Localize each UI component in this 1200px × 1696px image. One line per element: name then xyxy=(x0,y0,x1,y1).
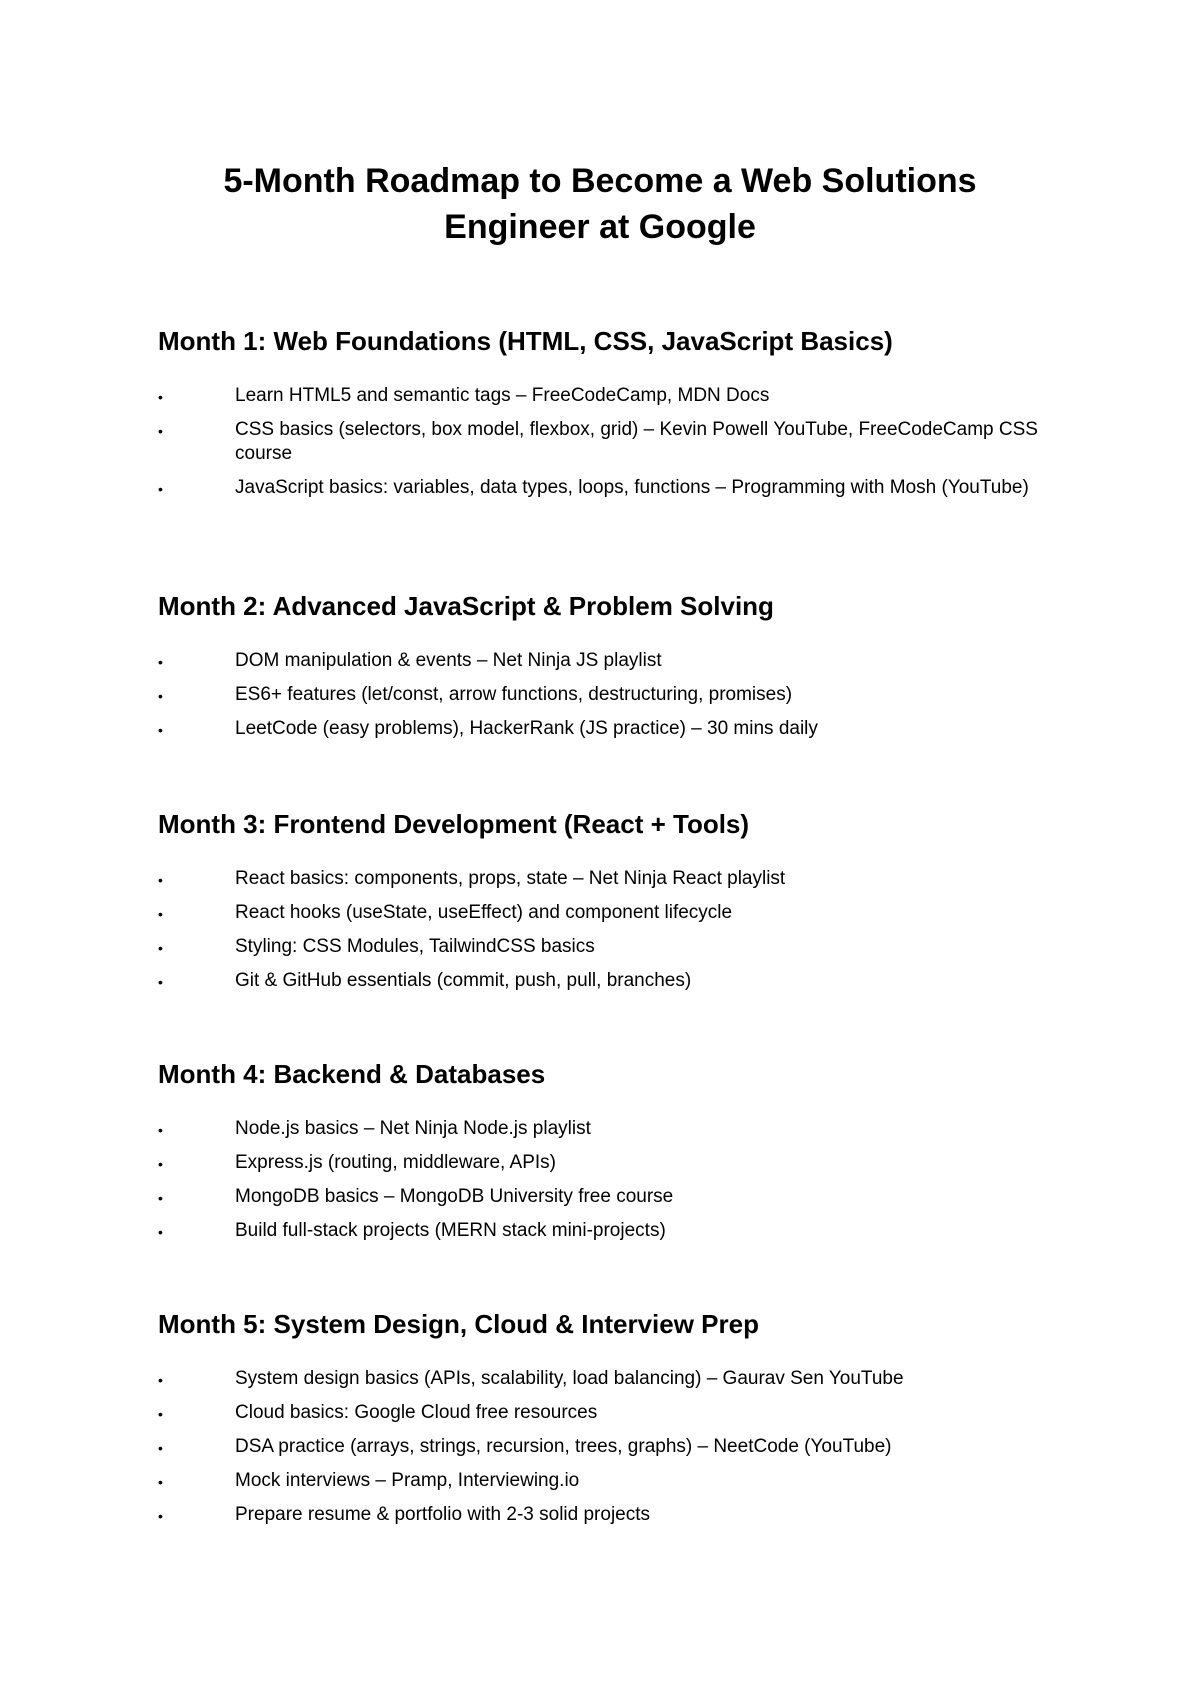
section-month-2 xyxy=(158,589,1058,751)
bullet-icon: • xyxy=(158,1122,163,1138)
list-item xyxy=(158,1151,1055,1175)
bullet-icon: • xyxy=(158,1406,163,1422)
section-heading: Month 3: Frontend Development (React + Tools) xyxy=(158,809,750,839)
list-item-text: Styling: CSS Modules, TailwindCSS basics xyxy=(235,936,595,957)
bullet-icon: • xyxy=(158,872,163,888)
list-item xyxy=(158,901,1055,925)
bullet-list xyxy=(158,1117,1058,1243)
list-item-text: MongoDB basics – MongoDB University free course xyxy=(235,1186,674,1207)
list-item-text: Build full-stack projects (MERN stack mini-projects) xyxy=(235,1220,666,1241)
section-heading: Month 1: Web Foundations (HTML, CSS, JavaScript Basics) xyxy=(158,326,893,356)
list-item xyxy=(158,476,1055,500)
section-month-4 xyxy=(158,1057,1058,1253)
bullet-icon: • xyxy=(158,389,163,405)
list-item-text: DSA practice (arrays, strings, recursion, trees, graphs) – NeetCode (YouTube) xyxy=(235,1436,892,1457)
list-item-text: Express.js (routing, middleware, APIs) xyxy=(235,1152,557,1173)
bullet-icon: • xyxy=(158,423,163,439)
bullet-icon: • xyxy=(158,1224,163,1240)
list-item-text: Prepare resume & portfolio with 2-3 solid projects xyxy=(235,1504,651,1525)
bullet-icon: • xyxy=(158,1156,163,1172)
list-item xyxy=(158,649,1055,673)
list-item xyxy=(158,1401,1055,1425)
list-item xyxy=(158,1185,1055,1209)
bullet-icon: • xyxy=(158,940,163,956)
list-item-text: React hooks (useState, useEffect) and component lifecycle xyxy=(235,902,733,923)
document-title: 5-Month Roadmap to Become a Web Solutions Engineer at Google xyxy=(223,162,977,246)
bullet-list xyxy=(158,1367,1058,1527)
list-item xyxy=(158,418,1055,466)
section-month-5 xyxy=(158,1307,1058,1537)
bullet-icon: • xyxy=(158,1372,163,1388)
bullet-icon: • xyxy=(158,1440,163,1456)
list-item xyxy=(158,1117,1055,1141)
list-item xyxy=(158,1503,1055,1527)
list-item xyxy=(158,1219,1055,1243)
list-item-text: System design basics (APIs, scalability, load balancing) – Gaurav Sen YouTube xyxy=(235,1368,904,1389)
bullet-icon: • xyxy=(158,654,163,670)
bullet-icon: • xyxy=(158,688,163,704)
section-heading: Month 5: System Design, Cloud & Interview Prep xyxy=(158,1309,759,1339)
list-item xyxy=(158,683,1055,707)
section-heading: Month 4: Backend & Databases xyxy=(158,1059,546,1089)
list-item xyxy=(158,1435,1055,1459)
bullet-icon: • xyxy=(158,906,163,922)
bullet-icon: • xyxy=(158,722,163,738)
bullet-list xyxy=(158,867,1058,993)
list-item xyxy=(158,867,1055,891)
list-item-text: Node.js basics – Net Ninja Node.js playlist xyxy=(235,1118,591,1139)
list-item xyxy=(158,969,1055,993)
section-month-1 xyxy=(158,324,1058,510)
list-item-text: Mock interviews – Pramp, Interviewing.io xyxy=(235,1470,580,1491)
bullet-icon: • xyxy=(158,1474,163,1490)
bullet-icon: • xyxy=(158,1508,163,1524)
list-item xyxy=(158,384,1055,408)
list-item-text: Learn HTML5 and semantic tags – FreeCodeCamp, MDN Docs xyxy=(235,385,770,406)
list-item-text: LeetCode (easy problems), HackerRank (JS practice) – 30 mins daily xyxy=(235,718,818,739)
section-heading: Month 2: Advanced JavaScript & Problem Solving xyxy=(158,591,774,621)
list-item-text: React basics: components, props, state – Net Ninja React playlist xyxy=(235,868,786,889)
list-item-text: Cloud basics: Google Cloud free resources xyxy=(235,1402,598,1423)
list-item-text: ES6+ features (let/const, arrow functions, destructuring, promises) xyxy=(235,684,793,705)
list-item xyxy=(158,717,1055,741)
list-item-text: JavaScript basics: variables, data types, loops, functions – Programming with Mosh (YouTube) xyxy=(235,477,1029,498)
bullet-list xyxy=(158,384,1058,500)
bullet-list xyxy=(158,649,1058,741)
list-item-text: Git & GitHub essentials (commit, push, pull, branches) xyxy=(235,970,692,991)
list-item xyxy=(158,1367,1055,1391)
bullet-icon: • xyxy=(158,481,163,497)
bullet-icon: • xyxy=(158,974,163,990)
list-item-text: DOM manipulation & events – Net Ninja JS playlist xyxy=(235,650,662,671)
list-item-text: CSS basics (selectors, box model, flexbox, grid) – Kevin Powell YouTube, FreeCodeCamp CSS course xyxy=(235,419,1038,464)
section-month-3 xyxy=(158,807,1058,1003)
list-item xyxy=(158,1469,1055,1493)
list-item xyxy=(158,935,1055,959)
bullet-icon: • xyxy=(158,1190,163,1206)
